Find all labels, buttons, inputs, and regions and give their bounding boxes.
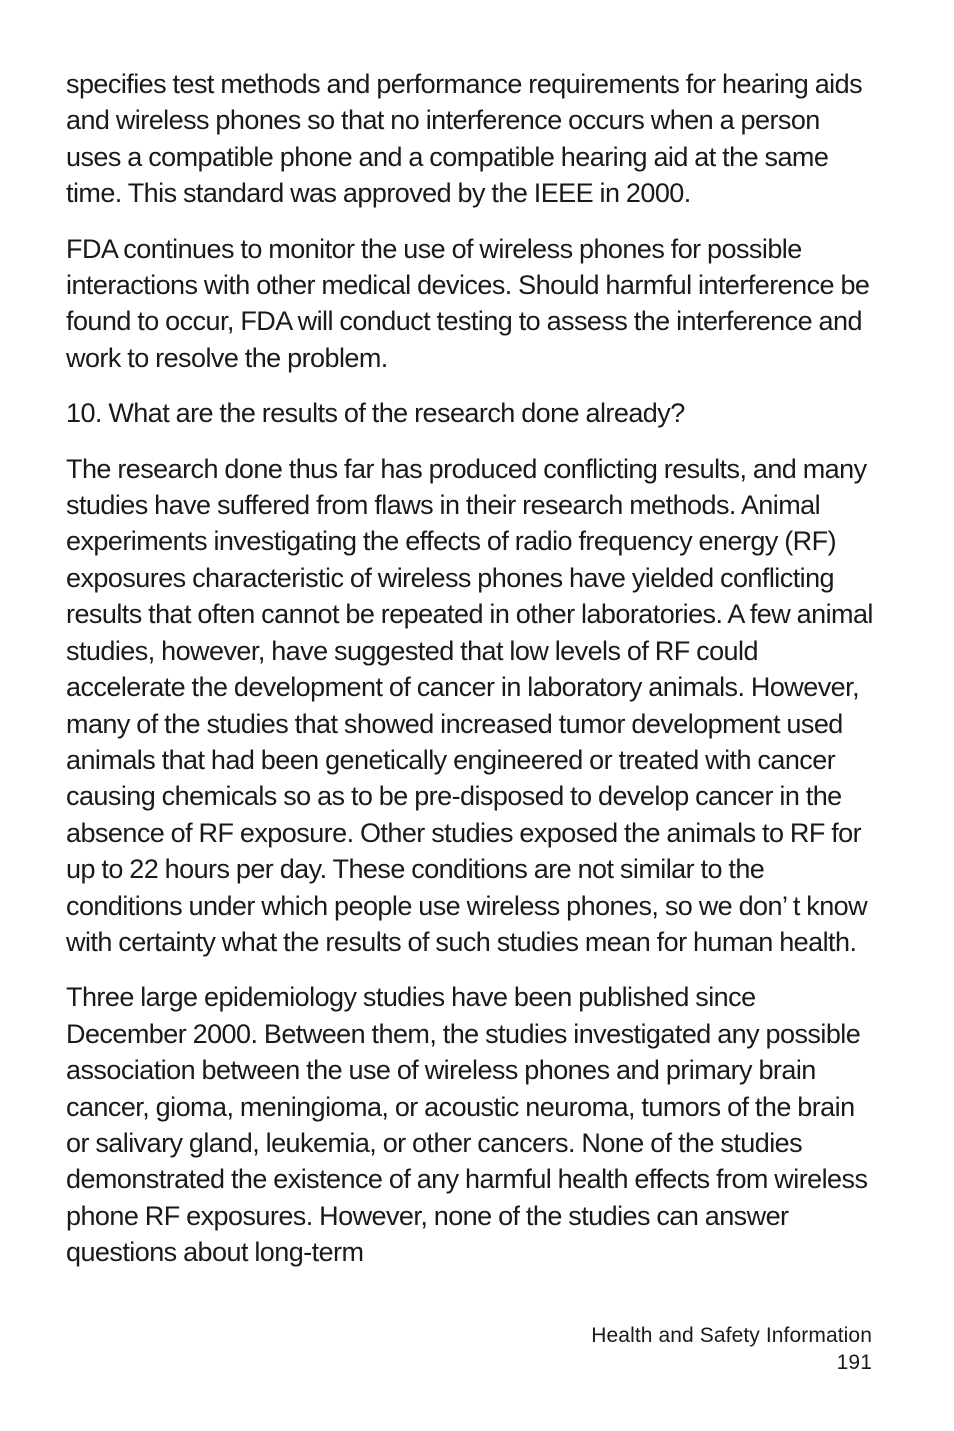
question-heading: 10. What are the results of the research done already?: [66, 398, 685, 429]
footer-section-title: Health and Safety Information: [591, 1324, 872, 1347]
document-body: [66, 66, 878, 1290]
page-number: 191: [836, 1351, 872, 1374]
paragraph-fda-monitoring: FDA continues to monitor the use of wireless phones for possible interactions with other medical devices. Should harmful interference be found to occur, FDA will conduct testing to assess the interference and work to resolve the problem.: [66, 233, 870, 373]
page-footer: [591, 1322, 872, 1376]
paragraph-research-results: The research done thus far has produced conflicting results, and many studies have suffered from flaws in their research methods. Animal experiments investigating the effects of radio frequency energy (RF) exposures characteristic of wireless phones have yielded conflicting results that often cannot be repeated in other laboratories. A few animal studies, however, have suggested that low levels of RF could accelerate the development of cancer in laboratory animals. However, many of the studies that showed increased tumor development used animals that had been genetically engineered or treated with cancer causing chemicals so as to be pre-disposed to develop cancer in the absence of RF exposure. Other studies exposed the animals to RF for up to 22 hours per day. These conditions are not similar to the conditions under which people use wireless phones, so we don’ t know with certainty what the results of such studies mean for human health.: [66, 453, 873, 957]
paragraph-hearing-aid-standard: specifies test methods and performance requirements for hearing aids and wireless phones so that no interference occurs when a person uses a compatible phone and a compatible hearing aid at the same time. This standard was approved by the IEEE in 2000.: [66, 69, 863, 209]
paragraph-epidemiology-studies: Three large epidemiology studies have been published since December 2000. Between them, the studies investigated any possible association between the use of wireless phones and primary brain cancer, gioma, meningioma, or acoustic neuroma, tumors of the brain or salivary gland, leukemia, or other cancers. None of the studies demonstrated the existence of any harmful health effects from wireless phone RF exposures. However, none of the studies can answer questions about long-term: [66, 982, 868, 1268]
